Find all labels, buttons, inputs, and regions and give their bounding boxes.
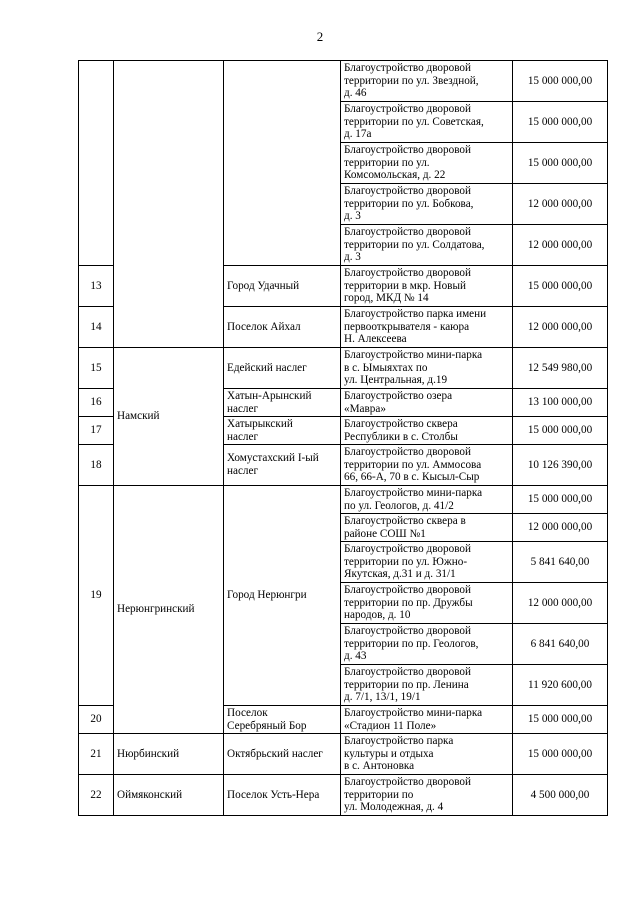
amount-cell: 11 920 600,00 (513, 665, 608, 706)
row-number-cell: 17 (79, 417, 114, 445)
district-cell: Намский (114, 348, 224, 486)
cell-text-line: Благоустройство мини-парка (344, 706, 483, 719)
cell-text-line: 66, 66-А, 70 в с. Кысыл-Сыр (344, 471, 480, 484)
amount-cell: 15 000 000,00 (513, 143, 608, 184)
project-cell (341, 307, 513, 348)
cell-text-line: Благоустройство дворовой (344, 666, 471, 679)
row-number-cell: 14 (79, 307, 114, 348)
row-number-cell: 13 (79, 266, 114, 307)
row-number-cell (79, 61, 114, 266)
project-cell (341, 665, 513, 706)
settlement-cell (224, 307, 341, 348)
amount-cell: 13 100 000,00 (513, 389, 608, 417)
project-cell (341, 445, 513, 486)
cell-text-line: районе СОШ №1 (344, 527, 426, 540)
project-cell (341, 775, 513, 816)
cell-text-line: в с. Антоновка (344, 760, 415, 773)
table-row (79, 734, 608, 775)
table-row (79, 348, 608, 389)
project-cell (341, 143, 513, 184)
settlement-cell (224, 734, 341, 775)
district-cell: Нерюнгринский (114, 486, 224, 734)
amount-cell: 15 000 000,00 (513, 734, 608, 775)
cell-text-line: территории по ул. Бобкова, (344, 197, 474, 210)
row-number-cell: 20 (79, 706, 114, 734)
cell-text-line: д. 17а (344, 128, 372, 141)
cell-text-line: наслег (227, 402, 259, 415)
cell-text-line: территории по пр. Геологов, (344, 637, 479, 650)
row-number-cell: 15 (79, 348, 114, 389)
cell-text-line: д. 43 (344, 650, 367, 663)
amount-cell: 12 000 000,00 (513, 184, 608, 225)
cell-text-line: Поселок (227, 706, 268, 719)
settlement-cell (224, 348, 341, 389)
cell-text-line: Благоустройство дворовой (344, 776, 471, 789)
amount-cell: 15 000 000,00 (513, 266, 608, 307)
cell-text-line: Поселок Усть-Нера (227, 788, 320, 801)
project-cell (341, 61, 513, 102)
cell-text-line: территории по пр. Ленина (344, 678, 469, 691)
amount-cell: 12 000 000,00 (513, 225, 608, 266)
cell-text-line: Благоустройство парка имени (344, 308, 487, 321)
amount-cell: 12 000 000,00 (513, 307, 608, 348)
row-number-cell: 16 (79, 389, 114, 417)
cell-text-line: Благоустройство дворовой (344, 62, 471, 75)
cell-text-line: «Стадион 11 Поле» (344, 719, 437, 732)
cell-text-line: Едейский наслег (227, 361, 307, 374)
cell-text-line: территории по пр. Дружбы (344, 596, 473, 609)
cell-text-line: территории в мкр. Новый (344, 279, 466, 292)
settlement-cell (224, 775, 341, 816)
cell-text-line: Хомустахский I-ый (227, 452, 319, 465)
cell-text-line: Благоустройство парка (344, 735, 454, 748)
cell-text-line: территории по ул. (344, 156, 430, 169)
amount-cell: 12 000 000,00 (513, 583, 608, 624)
cell-text-line: Благоустройство мини-парка (344, 349, 483, 362)
table-row (79, 486, 608, 514)
cell-text-line: Хатын-Арынский (227, 389, 312, 402)
project-cell (341, 102, 513, 143)
amount-cell: 5 841 640,00 (513, 542, 608, 583)
cell-text-line: д. 3 (344, 210, 361, 223)
cell-text-line: Благоустройство мини-парка (344, 486, 483, 499)
row-number-cell: 22 (79, 775, 114, 816)
funding-table-body (79, 61, 608, 816)
amount-cell: 15 000 000,00 (513, 102, 608, 143)
project-cell (341, 348, 513, 389)
cell-text-line: в с. Ымыяхтах по (344, 361, 428, 374)
cell-text-line: д. 3 (344, 251, 361, 264)
row-number-cell: 21 (79, 734, 114, 775)
cell-text-line: территории по ул. Южно- (344, 555, 468, 568)
settlement-cell (224, 266, 341, 307)
cell-text-line: народов, д. 10 (344, 609, 411, 622)
funding-table (78, 60, 608, 816)
cell-text-line: Благоустройство дворовой (344, 267, 471, 280)
table-row (79, 61, 608, 102)
cell-text-line: д. 46 (344, 87, 367, 100)
project-cell (341, 734, 513, 775)
settlement-cell (224, 61, 341, 266)
project-cell (341, 542, 513, 583)
cell-text-line: Н. Алексеева (344, 333, 407, 346)
cell-text-line: территории по ул. Солдатова, (344, 238, 485, 251)
project-cell (341, 389, 513, 417)
amount-cell: 15 000 000,00 (513, 417, 608, 445)
district-cell: Оймяконский (114, 775, 224, 816)
cell-text-line: Благоустройство дворовой (344, 446, 471, 459)
project-cell (341, 184, 513, 225)
cell-text-line: «Мавра» (344, 402, 386, 415)
cell-text-line: наслег (227, 465, 259, 477)
cell-text-line: Благоустройство сквера в (344, 514, 466, 527)
amount-cell: 15 000 000,00 (513, 486, 608, 514)
cell-text-line: территории по ул. Советская, (344, 115, 484, 128)
cell-text-line: по ул. Геологов, д. 41/2 (344, 499, 454, 512)
cell-text-line: первооткрывателя - каюра (344, 320, 470, 333)
district-cell (114, 61, 224, 348)
cell-text-line: Город Удачный (227, 279, 300, 292)
cell-text-line: Комсомольская, д. 22 (344, 169, 446, 182)
cell-text-line: территории по ул. Аммосова (344, 458, 482, 471)
settlement-cell (224, 417, 341, 445)
cell-text-line: Благоустройство дворовой (344, 584, 471, 597)
project-cell (341, 583, 513, 624)
cell-text-line: Город Нерюнгри (227, 589, 307, 602)
project-cell (341, 706, 513, 734)
project-cell (341, 225, 513, 266)
row-number-cell: 19 (79, 486, 114, 706)
amount-cell: 15 000 000,00 (513, 706, 608, 734)
cell-text-line: территории по (344, 788, 414, 801)
row-number-cell: 18 (79, 445, 114, 486)
cell-text-line: Благоустройство дворовой (344, 185, 471, 198)
settlement-cell (224, 706, 341, 734)
amount-cell: 12 549 980,00 (513, 348, 608, 389)
district-cell: Нюрбинский (114, 734, 224, 775)
amount-cell: 6 841 640,00 (513, 624, 608, 665)
cell-text-line: территории по ул. Звездной, (344, 74, 479, 87)
cell-text-line: ул. Молодежная, д. 4 (344, 801, 444, 814)
settlement-cell (224, 445, 341, 486)
cell-text-line: Благоустройство дворовой (344, 543, 471, 556)
table-row (79, 775, 608, 816)
amount-cell: 10 126 390,00 (513, 445, 608, 486)
cell-text-line: Хатырыкский (227, 417, 293, 430)
cell-text-line: д. 7/1, 13/1, 19/1 (344, 691, 421, 704)
cell-text-line: Якутская, д.31 и д. 31/1 (344, 568, 456, 581)
cell-text-line: культуры и отдыха (344, 747, 434, 760)
amount-cell: 4 500 000,00 (513, 775, 608, 816)
cell-text-line: Благоустройство дворовой (344, 103, 471, 116)
cell-text-line: Благоустройство дворовой (344, 144, 471, 157)
project-cell (341, 514, 513, 542)
cell-text-line: Благоустройство дворовой (344, 226, 471, 239)
project-cell (341, 266, 513, 307)
cell-text-line: Благоустройство дворовой (344, 625, 471, 638)
project-cell (341, 624, 513, 665)
cell-text-line: Благоустройство сквера (344, 417, 458, 430)
project-cell (341, 417, 513, 445)
amount-cell: 15 000 000,00 (513, 61, 608, 102)
project-cell (341, 486, 513, 514)
cell-text-line: ул. Центральная, д.19 (344, 374, 448, 387)
cell-text-line: Серебряный Бор (227, 719, 307, 732)
cell-text-line: Поселок Айхал (227, 320, 301, 333)
cell-text-line: Республики в с. Столбы (344, 430, 458, 443)
settlement-cell (224, 389, 341, 417)
page-number: 2 (316, 29, 324, 44)
cell-text-line: город, МКД № 14 (344, 292, 429, 305)
settlement-cell (224, 486, 341, 706)
amount-cell: 12 000 000,00 (513, 514, 608, 542)
cell-text-line: Октябрьский наслег (227, 747, 323, 760)
cell-text-line: Благоустройство озера (344, 389, 453, 402)
cell-text-line: наслег (227, 430, 259, 443)
